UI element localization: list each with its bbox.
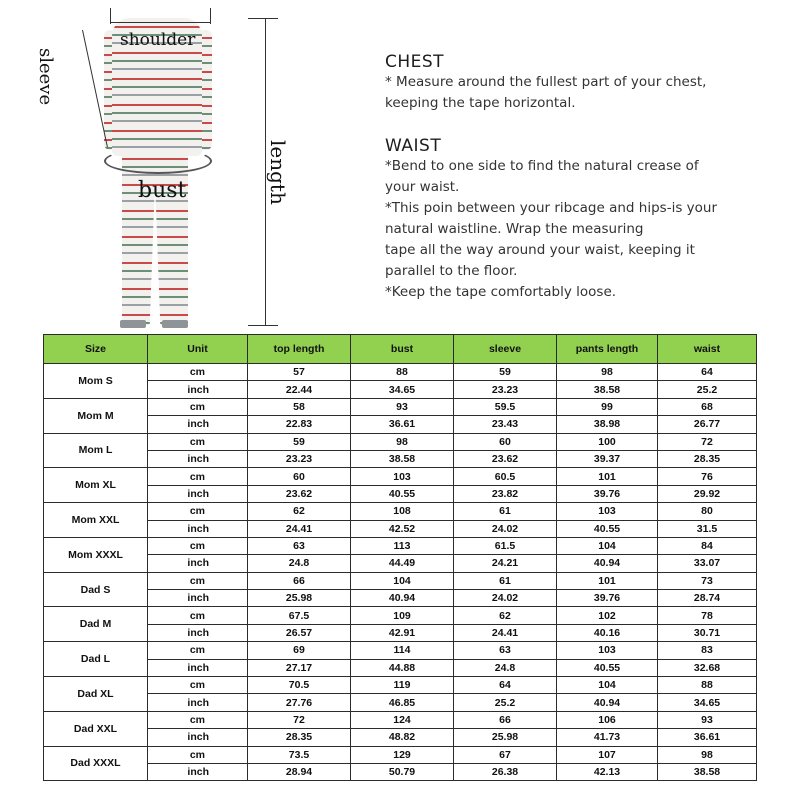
- value-cell: 104: [557, 677, 658, 694]
- value-cell: 28.74: [658, 590, 757, 607]
- table-row: [44, 763, 757, 780]
- column-header-bust: bust: [351, 335, 454, 364]
- value-cell: 63: [454, 642, 557, 659]
- value-cell: 39.76: [557, 590, 658, 607]
- value-cell: 61: [454, 572, 557, 589]
- bust-label: bust: [138, 178, 187, 203]
- value-cell: 67: [454, 746, 557, 763]
- value-cell: 48.82: [351, 729, 454, 746]
- sleeve-label: sleeve: [35, 48, 56, 106]
- value-cell: 67.5: [248, 607, 351, 624]
- table-row: [44, 537, 757, 554]
- value-cell: 129: [351, 746, 454, 763]
- measurement-notes: [385, 52, 785, 303]
- value-cell: 34.65: [658, 694, 757, 711]
- table-row: [44, 485, 757, 502]
- value-cell: 24.8: [454, 659, 557, 676]
- value-cell: 119: [351, 677, 454, 694]
- waist-note-line: tape all the way around your waist, keeping it: [385, 242, 695, 258]
- value-cell: 103: [557, 503, 658, 520]
- value-cell: 60.5: [454, 468, 557, 485]
- value-cell: 26.57: [248, 624, 351, 641]
- unit-cell: cm: [148, 503, 248, 520]
- table-row: [44, 590, 757, 607]
- table-row: [44, 642, 757, 659]
- value-cell: 28.35: [248, 729, 351, 746]
- table-row: [44, 468, 757, 485]
- value-cell: 40.55: [351, 485, 454, 502]
- unit-cell: cm: [148, 642, 248, 659]
- table-row: [44, 381, 757, 398]
- value-cell: 107: [557, 746, 658, 763]
- unit-cell: cm: [148, 468, 248, 485]
- unit-cell: inch: [148, 763, 248, 780]
- value-cell: 98: [658, 746, 757, 763]
- value-cell: 42.52: [351, 520, 454, 537]
- value-cell: 40.94: [351, 590, 454, 607]
- length-measure-tick-top: [248, 18, 278, 19]
- table-row: [44, 711, 757, 728]
- value-cell: 24.02: [454, 590, 557, 607]
- unit-cell: inch: [148, 485, 248, 502]
- unit-cell: inch: [148, 555, 248, 572]
- value-cell: 42.13: [557, 763, 658, 780]
- value-cell: 29.92: [658, 485, 757, 502]
- value-cell: 25.2: [454, 694, 557, 711]
- value-cell: 36.61: [658, 729, 757, 746]
- value-cell: 24.8: [248, 555, 351, 572]
- size-cell: Dad XL: [44, 677, 148, 712]
- value-cell: 104: [557, 537, 658, 554]
- waist-note-line: natural waistline. Wrap the measuring: [385, 221, 644, 237]
- value-cell: 23.82: [454, 485, 557, 502]
- value-cell: 59: [248, 433, 351, 450]
- chest-note-line: keeping the tape horizontal.: [385, 95, 576, 111]
- value-cell: 22.44: [248, 381, 351, 398]
- value-cell: 30.71: [658, 624, 757, 641]
- table-row: [44, 677, 757, 694]
- waist-note-line: your waist.: [385, 179, 460, 195]
- unit-cell: cm: [148, 711, 248, 728]
- shoulder-measure-tick-left: [110, 8, 111, 24]
- value-cell: 42.91: [351, 624, 454, 641]
- value-cell: 66: [248, 572, 351, 589]
- table-row: [44, 607, 757, 624]
- measurement-illustration: [0, 0, 340, 335]
- value-cell: 24.21: [454, 555, 557, 572]
- unit-cell: cm: [148, 607, 248, 624]
- value-cell: 40.55: [557, 520, 658, 537]
- value-cell: 103: [351, 468, 454, 485]
- size-cell: Mom XXXL: [44, 537, 148, 572]
- value-cell: 38.58: [351, 450, 454, 467]
- shoulder-measure-line: [110, 22, 210, 23]
- size-cell: Mom XXL: [44, 503, 148, 538]
- value-cell: 25.98: [454, 729, 557, 746]
- value-cell: 32.68: [658, 659, 757, 676]
- value-cell: 61.5: [454, 537, 557, 554]
- size-cell: Mom M: [44, 398, 148, 433]
- unit-cell: inch: [148, 729, 248, 746]
- size-chart-table: [43, 334, 757, 781]
- unit-cell: cm: [148, 572, 248, 589]
- value-cell: 23.62: [454, 450, 557, 467]
- value-cell: 36.61: [351, 416, 454, 433]
- table-row: [44, 450, 757, 467]
- value-cell: 63: [248, 537, 351, 554]
- value-cell: 26.77: [658, 416, 757, 433]
- value-cell: 38.58: [557, 381, 658, 398]
- value-cell: 93: [658, 711, 757, 728]
- value-cell: 88: [351, 364, 454, 381]
- column-header-size: Size: [44, 335, 148, 364]
- value-cell: 62: [454, 607, 557, 624]
- value-cell: 70.5: [248, 677, 351, 694]
- table-row: [44, 416, 757, 433]
- value-cell: 73.5: [248, 746, 351, 763]
- size-cell: Mom XL: [44, 468, 148, 503]
- value-cell: 39.76: [557, 485, 658, 502]
- value-cell: 73: [658, 572, 757, 589]
- value-cell: 40.94: [557, 555, 658, 572]
- value-cell: 59: [454, 364, 557, 381]
- value-cell: 23.43: [454, 416, 557, 433]
- value-cell: 60: [454, 433, 557, 450]
- table-row: [44, 433, 757, 450]
- value-cell: 40.55: [557, 659, 658, 676]
- column-header-sleeve: sleeve: [454, 335, 557, 364]
- size-cell: Dad XXXL: [44, 746, 148, 781]
- value-cell: 114: [351, 642, 454, 659]
- waist-note-line: *Bend to one side to find the natural crease of: [385, 158, 699, 174]
- value-cell: 24.02: [454, 520, 557, 537]
- value-cell: 99: [557, 398, 658, 415]
- value-cell: 83: [658, 642, 757, 659]
- value-cell: 27.76: [248, 694, 351, 711]
- value-cell: 62: [248, 503, 351, 520]
- table-header-row: [44, 335, 757, 364]
- value-cell: 39.37: [557, 450, 658, 467]
- value-cell: 103: [557, 642, 658, 659]
- chest-heading: CHEST: [385, 52, 445, 72]
- size-cell: Dad XXL: [44, 711, 148, 746]
- value-cell: 28.35: [658, 450, 757, 467]
- value-cell: 50.79: [351, 763, 454, 780]
- unit-cell: inch: [148, 694, 248, 711]
- value-cell: 40.16: [557, 624, 658, 641]
- value-cell: 46.85: [351, 694, 454, 711]
- chest-note-line: * Measure around the fullest part of your chest,: [385, 74, 707, 90]
- value-cell: 34.65: [351, 381, 454, 398]
- unit-cell: inch: [148, 416, 248, 433]
- size-cell: Dad L: [44, 642, 148, 677]
- size-cell: Mom S: [44, 364, 148, 399]
- value-cell: 60: [248, 468, 351, 485]
- value-cell: 68: [658, 398, 757, 415]
- value-cell: 40.94: [557, 694, 658, 711]
- value-cell: 66: [454, 711, 557, 728]
- left-pants-cuff: [120, 320, 146, 328]
- unit-cell: cm: [148, 537, 248, 554]
- value-cell: 59.5: [454, 398, 557, 415]
- value-cell: 23.62: [248, 485, 351, 502]
- table-row: [44, 624, 757, 641]
- size-cell: Dad S: [44, 572, 148, 607]
- value-cell: 104: [351, 572, 454, 589]
- value-cell: 24.41: [248, 520, 351, 537]
- table-row: [44, 659, 757, 676]
- value-cell: 80: [658, 503, 757, 520]
- table-row: [44, 694, 757, 711]
- shoulder-label: shoulder: [120, 30, 196, 50]
- value-cell: 124: [351, 711, 454, 728]
- unit-cell: cm: [148, 746, 248, 763]
- value-cell: 38.98: [557, 416, 658, 433]
- unit-cell: inch: [148, 450, 248, 467]
- column-header-unit: Unit: [148, 335, 248, 364]
- value-cell: 101: [557, 572, 658, 589]
- value-cell: 102: [557, 607, 658, 624]
- value-cell: 26.38: [454, 763, 557, 780]
- value-cell: 64: [454, 677, 557, 694]
- value-cell: 72: [658, 433, 757, 450]
- unit-cell: cm: [148, 433, 248, 450]
- value-cell: 78: [658, 607, 757, 624]
- value-cell: 25.2: [658, 381, 757, 398]
- right-pants-cuff: [162, 320, 188, 328]
- value-cell: 98: [351, 433, 454, 450]
- value-cell: 57: [248, 364, 351, 381]
- shoulder-measure-tick-right: [210, 8, 211, 24]
- value-cell: 58: [248, 398, 351, 415]
- value-cell: 101: [557, 468, 658, 485]
- unit-cell: inch: [148, 520, 248, 537]
- value-cell: 109: [351, 607, 454, 624]
- value-cell: 84: [658, 537, 757, 554]
- unit-cell: inch: [148, 590, 248, 607]
- column-header-waist: waist: [658, 335, 757, 364]
- value-cell: 44.88: [351, 659, 454, 676]
- table-row: [44, 729, 757, 746]
- waist-note-line: *Keep the tape comfortably loose.: [385, 284, 617, 300]
- value-cell: 23.23: [248, 450, 351, 467]
- table-row: [44, 398, 757, 415]
- value-cell: 25.98: [248, 590, 351, 607]
- length-measure-tick-bottom: [248, 325, 278, 326]
- value-cell: 44.49: [351, 555, 454, 572]
- value-cell: 98: [557, 364, 658, 381]
- value-cell: 33.07: [658, 555, 757, 572]
- value-cell: 64: [658, 364, 757, 381]
- value-cell: 100: [557, 433, 658, 450]
- table-row: [44, 572, 757, 589]
- value-cell: 31.5: [658, 520, 757, 537]
- value-cell: 72: [248, 711, 351, 728]
- value-cell: 38.58: [658, 763, 757, 780]
- value-cell: 108: [351, 503, 454, 520]
- bust-measure-ellipse: [104, 148, 212, 174]
- size-cell: Mom L: [44, 433, 148, 468]
- waist-note-line: parallel to the floor.: [385, 263, 518, 279]
- table-row: [44, 555, 757, 572]
- value-cell: 76: [658, 468, 757, 485]
- table-body: [44, 364, 757, 781]
- table-row: [44, 364, 757, 381]
- value-cell: 93: [351, 398, 454, 415]
- value-cell: 113: [351, 537, 454, 554]
- value-cell: 28.94: [248, 763, 351, 780]
- unit-cell: cm: [148, 364, 248, 381]
- unit-cell: inch: [148, 624, 248, 641]
- unit-cell: inch: [148, 381, 248, 398]
- size-cell: Dad M: [44, 607, 148, 642]
- value-cell: 41.73: [557, 729, 658, 746]
- waist-heading: WAIST: [385, 136, 442, 156]
- value-cell: 61: [454, 503, 557, 520]
- column-header-top-length: top length: [248, 335, 351, 364]
- value-cell: 106: [557, 711, 658, 728]
- column-header-pants-length: pants length: [557, 335, 658, 364]
- value-cell: 24.41: [454, 624, 557, 641]
- value-cell: 88: [658, 677, 757, 694]
- pajama-pants-image: [122, 150, 188, 325]
- table-row: [44, 746, 757, 763]
- value-cell: 27.17: [248, 659, 351, 676]
- table-row: [44, 503, 757, 520]
- unit-cell: cm: [148, 677, 248, 694]
- unit-cell: cm: [148, 398, 248, 415]
- waist-note-line: *This poin between your ribcage and hips-is your: [385, 200, 718, 216]
- value-cell: 22.83: [248, 416, 351, 433]
- unit-cell: inch: [148, 659, 248, 676]
- length-label: length: [266, 140, 290, 205]
- table-row: [44, 520, 757, 537]
- value-cell: 69: [248, 642, 351, 659]
- value-cell: 23.23: [454, 381, 557, 398]
